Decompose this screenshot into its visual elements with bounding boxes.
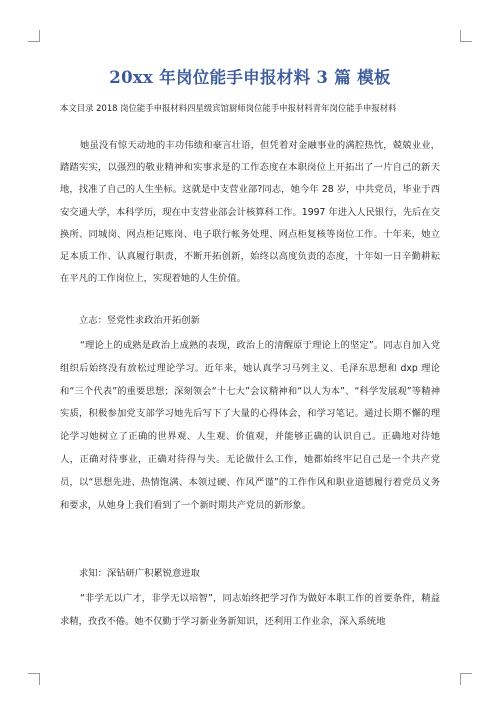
page-corner-mark-bottom-left xyxy=(28,673,40,685)
page-corner-mark-top-left xyxy=(28,30,40,42)
subheading-politics: 立志：竖党性求政治开拓创新 xyxy=(79,315,200,326)
subheading-learning: 求知：深钻研广积累锐意进取 xyxy=(79,568,200,579)
table-of-contents: 本文目录 2018 岗位能手申报材料四星级宾馆厨师岗位能手申报材料青年岗位能手申报材料 xyxy=(60,103,397,113)
paragraph-intro: 她虽没有惊天动地的丰功伟绩和豪言壮语，但凭着对金融事业的满腔热忱，兢兢业业，踏踏实实，以强烈的敬业精神和实事求是的工作态度在本职岗位上开拓出了一片自己的新天地，找准了自己的人生坐标。这就是中支营业部?同志，她今年 28 岁，中共党员，毕业于西安交通大学，本科学历，现在中支营业部会计核算科工作。1997 年进入人民银行，先后在交换所、同城岗、网点柜记账岗、电子联行帐务处理、网点柜复核等岗位工作。十年来，她立足本质工作、认真履行职责，不断开拓创新，始终以高度负责的态度，十年如一日辛勤耕耘在平凡的工作岗位上，实现着她的人生价值。 xyxy=(60,140,440,285)
section-heading-learning xyxy=(60,566,440,582)
body-section-politics xyxy=(60,335,440,517)
body-section-learning xyxy=(60,588,440,634)
section-heading-politics xyxy=(60,313,440,329)
document-title: 20xx 年岗位能手申报材料 3 篇 模板 xyxy=(109,68,391,87)
paragraph-politics: “理论上的成熟是政治上成熟的表现，政治上的清醒原于理论上的坚定”。同志自加入党组织后始终没有放松过理论学习。近年来，她认真学习马列主义、毛泽东思想和 dxp 理论和“三个代表”的重要思想；深刻领会“十七大”会议精神和“以人为本”、“科学发展观”等精神实质，积极参加党支部学习她先后写下了大量的心得体会，和学习笔记。通过长期不懈的理论学习她树立了正确的世界观、人生观、价值观，并能够正确的认识自己。正确地对待她人，正确对待事业，正确对待得与失。无论做什么工作，她都始终牢记自己是一个共产党员，以“思想先进、热情饱满、本领过硬、作风严谨”的工作作风和职业道德履行着党员义务和要求，从她身上我们看到了一个新时期共产党员的新形象。 xyxy=(60,340,440,511)
paragraph-learning: “非学无以广才，非学无以培智”，同志始终把学习作为做好本职工作的首要条件，精益求精，孜孜不倦。她不仅勤于学习新业务新知识，还利用工作业余，深入系统地 xyxy=(60,593,440,627)
body-section-intro xyxy=(60,135,440,290)
page-corner-mark-top-right xyxy=(460,30,472,42)
page-corner-mark-bottom-right xyxy=(460,673,472,685)
